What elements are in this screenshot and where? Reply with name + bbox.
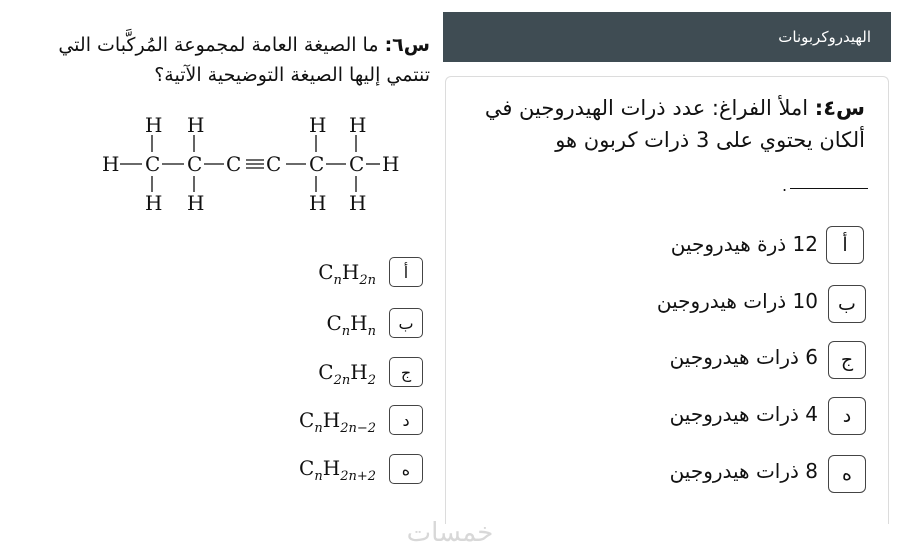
q6-option-b-formula: $C_nH_n$ xyxy=(326,311,376,339)
question-4-number: س٤: xyxy=(814,96,865,120)
q4-option-c[interactable] xyxy=(828,341,866,379)
question-4-text xyxy=(445,92,865,156)
q4-option-a[interactable] xyxy=(826,226,864,264)
question-6-number: س٦: xyxy=(384,34,430,56)
q4-option-e-text: 8 ذرات هيدروجين xyxy=(669,459,818,483)
q6-option-d-box[interactable]: د xyxy=(389,405,423,435)
q4-option-b[interactable] xyxy=(828,285,866,323)
blank-dot: . xyxy=(782,176,788,195)
q6-option-c-box[interactable]: ج xyxy=(389,357,423,387)
atom-c: C xyxy=(349,152,365,176)
q4-option-e[interactable] xyxy=(828,455,866,493)
q6-option-e-box[interactable]: ه xyxy=(389,454,423,484)
option-letter-box[interactable]: ه xyxy=(828,455,866,493)
option-letter-box[interactable]: أ xyxy=(826,226,864,264)
q6-option-c-formula: $C_{2n}H_2$ xyxy=(318,360,376,388)
atom-h: H xyxy=(349,113,367,137)
q4-option-d-text: 4 ذرات هيدروجين xyxy=(669,402,818,426)
atom-h: H xyxy=(309,113,327,137)
q6-option-a-formula: $C_nH_{2n}$ xyxy=(318,260,376,288)
question-6-text xyxy=(40,30,430,90)
question-6-body: ما الصيغة العامة لمجموعة المُركَّبات التي تنتمي إليها الصيغة التوضيحية الآتية؟ xyxy=(58,34,430,86)
atom-h: H xyxy=(309,191,327,215)
atom-c: C xyxy=(309,152,325,176)
question-4-body: املأ الفراغ: عدد ذرات الهيدروجين في ألكان يحتوي على 3 ذرات كربون هو xyxy=(484,96,865,152)
q4-option-a-text: 12 ذرة هيدروجين xyxy=(670,232,818,256)
card-title: الهيدروكربونات xyxy=(778,28,871,46)
watermark-logo: خمسات xyxy=(406,518,494,548)
q6-option-a-box[interactable]: أ xyxy=(389,257,423,287)
option-letter-box[interactable]: ج xyxy=(828,341,866,379)
question-card xyxy=(443,12,891,524)
atom-c: C xyxy=(145,152,161,176)
atom-h: H xyxy=(102,152,120,176)
option-letter-box[interactable]: ب xyxy=(828,285,866,323)
q4-option-d[interactable] xyxy=(828,397,866,435)
atom-c: C xyxy=(187,152,203,176)
atom-h: H xyxy=(382,152,400,176)
atom-h: H xyxy=(187,113,205,137)
structural-formula xyxy=(100,108,410,218)
q4-option-b-text: 10 ذرات هيدروجين xyxy=(656,289,818,313)
fill-blank-line xyxy=(790,188,868,189)
atom-c: C xyxy=(226,152,242,176)
atom-h: H xyxy=(145,113,163,137)
atom-c: C xyxy=(266,152,282,176)
q6-option-b-box[interactable]: ب xyxy=(389,308,423,338)
q6-option-d-formula: $C_nH_{2n-2}$ xyxy=(299,408,376,436)
atom-h: H xyxy=(187,191,205,215)
atom-h: H xyxy=(145,191,163,215)
option-letter-box[interactable]: د xyxy=(828,397,866,435)
atom-h: H xyxy=(349,191,367,215)
q4-option-c-text: 6 ذرات هيدروجين xyxy=(669,345,818,369)
q6-option-e-formula: $C_nH_{2n+2}$ xyxy=(299,456,376,484)
card-header xyxy=(443,12,891,62)
